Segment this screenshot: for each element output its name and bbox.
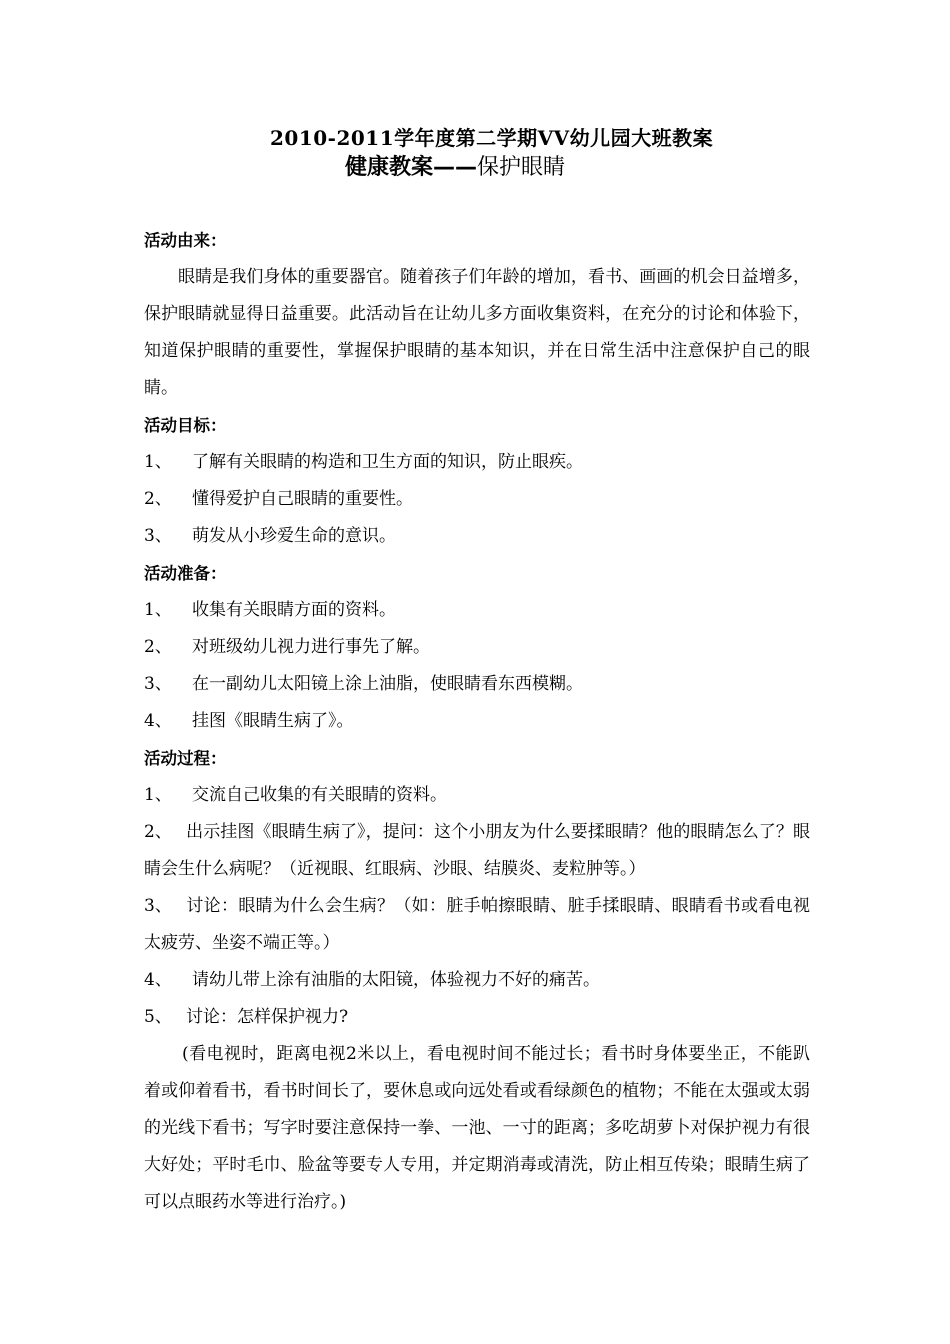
list-text: 讨论：怎样保护视力? bbox=[186, 1007, 349, 1027]
list-number: 3、 bbox=[144, 896, 172, 916]
subtitle-bold: 健康教案—— bbox=[345, 155, 478, 180]
list-item bbox=[144, 592, 810, 629]
process-conclusion: (看电视时，距离电视2米以上，看电视时间不能过长；看书时身体要坐正，不能趴着或仰着看书，看书时间长了，要休息或向远处看或看绿颜色的植物；不能在太强或太弱的光线下看书；写字时要注意保持一拳、一池、一寸的距离；多吃胡萝卜对保护视力有很大好处；平时毛巾、脸盆等要专人专用，并定期消毒或清洗，防止相互传染；眼睛生病了可以点眼药水等进行治疗。) bbox=[144, 1044, 810, 1212]
list-text: 交流自己收集的有关眼睛的资料。 bbox=[192, 785, 447, 805]
list-text: 在一副幼儿太阳镜上涂上油脂，使眼睛看东西模糊。 bbox=[192, 674, 583, 694]
list-number: 1、 bbox=[144, 452, 172, 472]
list-number: 3、 bbox=[144, 674, 172, 694]
list-text: 讨论：眼睛为什么会生病？（如：脏手帕擦眼睛、脏手揉眼睛、眼睛看书或看电视太疲劳、坐姿不端正等。） bbox=[144, 896, 810, 953]
list-text: 对班级幼儿视力进行事先了解。 bbox=[192, 637, 430, 657]
list-number: 3、 bbox=[144, 526, 172, 546]
document-subtitle bbox=[345, 150, 565, 181]
list-number: 1、 bbox=[144, 600, 172, 620]
document-body bbox=[144, 222, 810, 1221]
list-text: 收集有关眼睛方面的资料。 bbox=[192, 600, 396, 620]
list-number: 5、 bbox=[144, 1007, 172, 1027]
list-number: 2、 bbox=[144, 822, 172, 842]
list-item bbox=[144, 703, 810, 740]
list-item bbox=[144, 888, 810, 962]
origin-paragraph: 眼睛是我们身体的重要器官。随着孩子们年龄的增加，看书、画画的机会日益增多，保护眼睛就显得日益重要。此活动旨在让幼儿多方面收集资料，在充分的讨论和体验下，知道保护眼睛的重要性，掌握保护眼睛的基本知识，并在日常生活中注意保护自己的眼睛。 bbox=[144, 267, 810, 398]
list-text: 挂图《眼睛生病了》。 bbox=[192, 711, 354, 731]
list-number: 4、 bbox=[144, 711, 172, 731]
list-text: 懂得爱护自己眼睛的重要性。 bbox=[192, 489, 413, 509]
section-heading-process: 活动过程： bbox=[144, 749, 227, 768]
list-item bbox=[144, 666, 810, 703]
list-item bbox=[144, 629, 810, 666]
list-item bbox=[144, 777, 810, 814]
section-heading-goals: 活动目标： bbox=[144, 416, 227, 435]
document-title: 2010-2011学年度第二学期VV幼儿园大班教案 bbox=[270, 126, 714, 150]
list-number: 2、 bbox=[144, 489, 172, 509]
subtitle-normal: 保护眼睛 bbox=[477, 155, 566, 180]
list-number: 2、 bbox=[144, 637, 172, 657]
list-item bbox=[144, 518, 810, 555]
list-text: 了解有关眼睛的构造和卫生方面的知识，防止眼疾。 bbox=[192, 452, 583, 472]
list-item bbox=[144, 999, 810, 1036]
list-text: 萌发从小珍爱生命的意识。 bbox=[192, 526, 396, 546]
list-text: 请幼儿带上涂有油脂的太阳镜，体验视力不好的痛苦。 bbox=[192, 970, 600, 990]
list-number: 4、 bbox=[144, 970, 172, 990]
list-item bbox=[144, 962, 810, 999]
list-item bbox=[144, 481, 810, 518]
list-item bbox=[144, 814, 810, 888]
section-heading-prep: 活动准备： bbox=[144, 564, 227, 583]
list-text: 出示挂图《眼睛生病了》，提问：这个小朋友为什么要揉眼睛？他的眼睛怎么了？眼睛会生什么病呢？（近视眼、红眼病、沙眼、结膜炎、麦粒肿等。） bbox=[144, 822, 810, 879]
section-heading-origin: 活动由来： bbox=[144, 231, 227, 250]
list-number: 1、 bbox=[144, 785, 172, 805]
list-item bbox=[144, 444, 810, 481]
